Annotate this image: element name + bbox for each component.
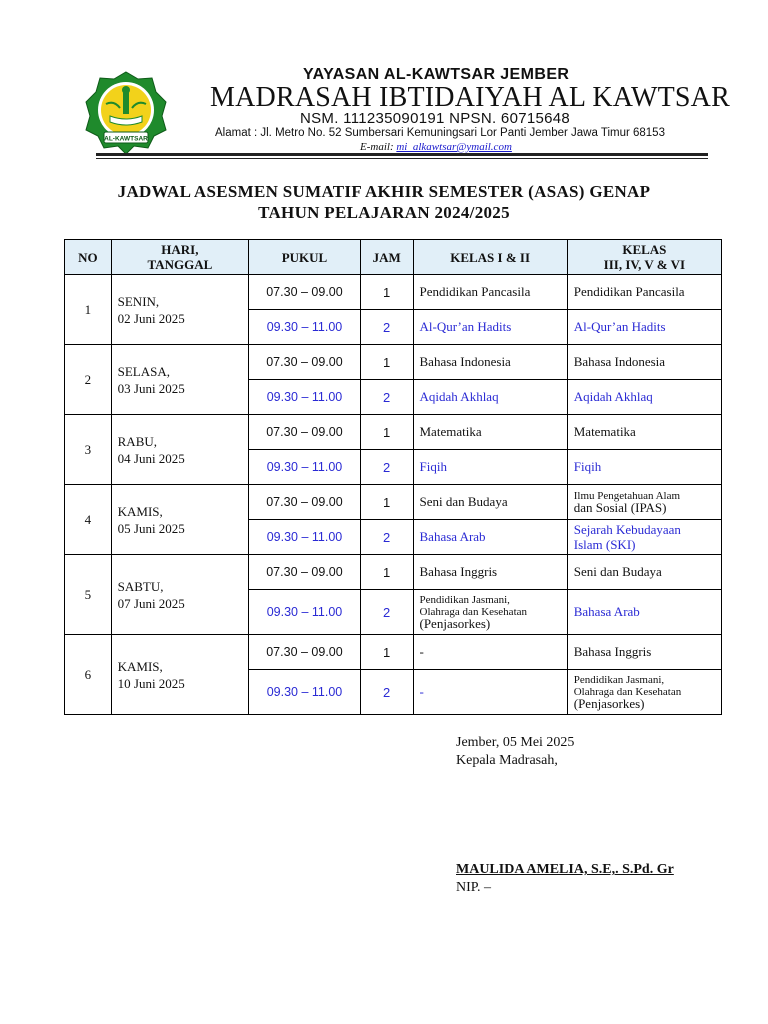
row-no: 2 [65,345,112,415]
class-3-6-subject: Aqidah Akhlaq [567,380,721,415]
school-ids: NSM. 111235090191 NPSN. 60715648 [300,110,571,127]
time-cell: 07.30 – 09.00 [249,485,361,520]
time-cell: 07.30 – 09.00 [249,345,361,380]
subject-line: Pendidikan Jasmani, [573,673,665,686]
day-name: SENIN, [117,293,160,309]
day-name: SABTU, [117,578,164,594]
jam-cell: 2 [360,380,413,415]
signature-role: Kepala Madrasah, [456,753,558,768]
header-day-line2: TANGGAL [147,257,213,272]
class-3-6-subject [567,520,721,555]
day-name: RABU, [117,433,158,449]
class-3-6-subject: Bahasa Indonesia [567,345,721,380]
email-label: E-mail: [360,141,394,153]
day-name: KAMIS, [117,658,163,674]
document-title: JADWAL ASESMEN SUMATIF AKHIR SEMESTER (ASAS) GENAP [117,182,651,201]
table-row [65,555,722,590]
class-3-6-subject [567,485,721,520]
header-rule-thick [96,153,708,156]
row-no: 5 [65,555,112,635]
time-cell: 09.30 – 11.00 [249,310,361,345]
time-cell: 07.30 – 09.00 [249,415,361,450]
header-day [111,240,249,275]
day-date: 04 Juni 2025 [117,450,185,466]
class-1-2-subject: - [413,635,567,670]
class-3-6-subject: Matematika [567,415,721,450]
row-day [111,485,249,555]
table-row [65,415,722,450]
day-date: 10 Juni 2025 [117,675,185,691]
subject-line: dan Sosial (IPAS) [573,499,667,515]
time-cell: 09.30 – 11.00 [249,670,361,715]
class-1-2-subject: Bahasa Indonesia [413,345,567,380]
class-3-6-subject: Fiqih [567,450,721,485]
table-row [65,485,722,520]
time-cell: 07.30 – 09.00 [249,275,361,310]
subject-line: (Penjasorkes) [419,615,491,631]
jam-cell: 1 [360,555,413,590]
time-cell: 07.30 – 09.00 [249,635,361,670]
time-cell: 09.30 – 11.00 [249,450,361,485]
school-address: Alamat : Jl. Metro No. 52 Sumbersari Kemuningsari Lor Panti Jember Jawa Timur 68153 [215,127,665,139]
row-day [111,275,249,345]
jam-cell: 2 [360,450,413,485]
class-1-2-subject: Pendidikan Pancasila [413,275,567,310]
logo-text: AL-KAWTSAR [104,135,148,143]
document-subtitle: TAHUN PELAJARAN 2024/2025 [258,203,510,222]
class-1-2-subject: Bahasa Arab [413,520,567,555]
day-date: 02 Juni 2025 [117,310,185,326]
day-date: 03 Juni 2025 [117,380,185,396]
class-1-2-subject: Bahasa Inggris [413,555,567,590]
header-k2-line2: III, IV, V & VI [603,257,686,272]
row-no: 4 [65,485,112,555]
class-1-2-subject: Aqidah Akhlaq [413,380,567,415]
class-3-6-subject: Bahasa Arab [567,590,721,635]
signature-nip: NIP. – [456,880,492,895]
table-header-row [65,240,722,275]
header-jam: JAM [360,240,413,275]
time-cell: 09.30 – 11.00 [249,520,361,555]
subject-line: (Penjasorkes) [573,695,645,711]
school-logo [84,70,168,154]
day-date: 07 Juni 2025 [117,595,185,611]
table-row [65,275,722,310]
class-3-6-subject: Seni dan Budaya [567,555,721,590]
row-day [111,345,249,415]
jam-cell: 1 [360,345,413,380]
class-1-2-subject: Fiqih [413,450,567,485]
header-day-line1: HARI, [161,242,199,257]
subject-line: Ilmu Pengetahuan Alam [573,489,681,502]
class-1-2-subject: - [413,670,567,715]
header-k2-line1: KELAS [622,242,667,257]
row-day [111,555,249,635]
jam-cell: 1 [360,635,413,670]
row-day [111,635,249,715]
header-rule-thin [96,158,708,159]
subject-line: Olahraga dan Kesehatan [573,685,682,698]
header-class-1-2: KELAS I & II [413,240,567,275]
school-email [360,141,512,153]
class-1-2-subject: Al-Qur’an Hadits [413,310,567,345]
class-3-6-subject: Al-Qur’an Hadits [567,310,721,345]
class-3-6-subject: Bahasa Inggris [567,635,721,670]
row-no: 6 [65,635,112,715]
signature-name: MAULIDA AMELIA, S.E,. S.Pd. Gr [456,862,674,877]
jam-cell: 2 [360,310,413,345]
signature-place-date: Jember, 05 Mei 2025 [456,735,575,750]
class-3-6-subject [567,670,721,715]
subject-line: Sejarah Kebudayaan [573,522,681,537]
table-row [65,635,722,670]
class-1-2-subject [413,590,567,635]
day-date: 05 Juni 2025 [117,520,185,536]
time-cell: 09.30 – 11.00 [249,380,361,415]
subject-line: Islam (SKI) [573,537,636,552]
jam-cell: 2 [360,520,413,555]
time-cell: 09.30 – 11.00 [249,590,361,635]
row-day [111,415,249,485]
jam-cell: 2 [360,670,413,715]
jam-cell: 1 [360,485,413,520]
jam-cell: 1 [360,275,413,310]
header-class-3-6 [567,240,721,275]
email-link[interactable]: mi_alkawtsar@ymail.com [396,141,512,153]
class-1-2-subject: Matematika [413,415,567,450]
row-no: 3 [65,415,112,485]
day-name: KAMIS, [117,503,163,519]
header-no: NO [65,240,112,275]
table-row [65,345,722,380]
jam-cell: 2 [360,590,413,635]
header-time: PUKUL [249,240,361,275]
class-1-2-subject: Seni dan Budaya [413,485,567,520]
jam-cell: 1 [360,415,413,450]
foundation-name: YAYASAN AL-KAWTSAR JEMBER [303,66,570,83]
day-name: SELASA, [117,363,171,379]
time-cell: 07.30 – 09.00 [249,555,361,590]
schedule-table [64,239,722,715]
subject-line: Olahraga dan Kesehatan [419,605,528,618]
row-no: 1 [65,275,112,345]
subject-line: Pendidikan Jasmani, [419,593,510,606]
school-name: MADRASAH IBTIDAIYAH AL KAWTSAR [210,82,730,113]
class-3-6-subject: Pendidikan Pancasila [567,275,721,310]
